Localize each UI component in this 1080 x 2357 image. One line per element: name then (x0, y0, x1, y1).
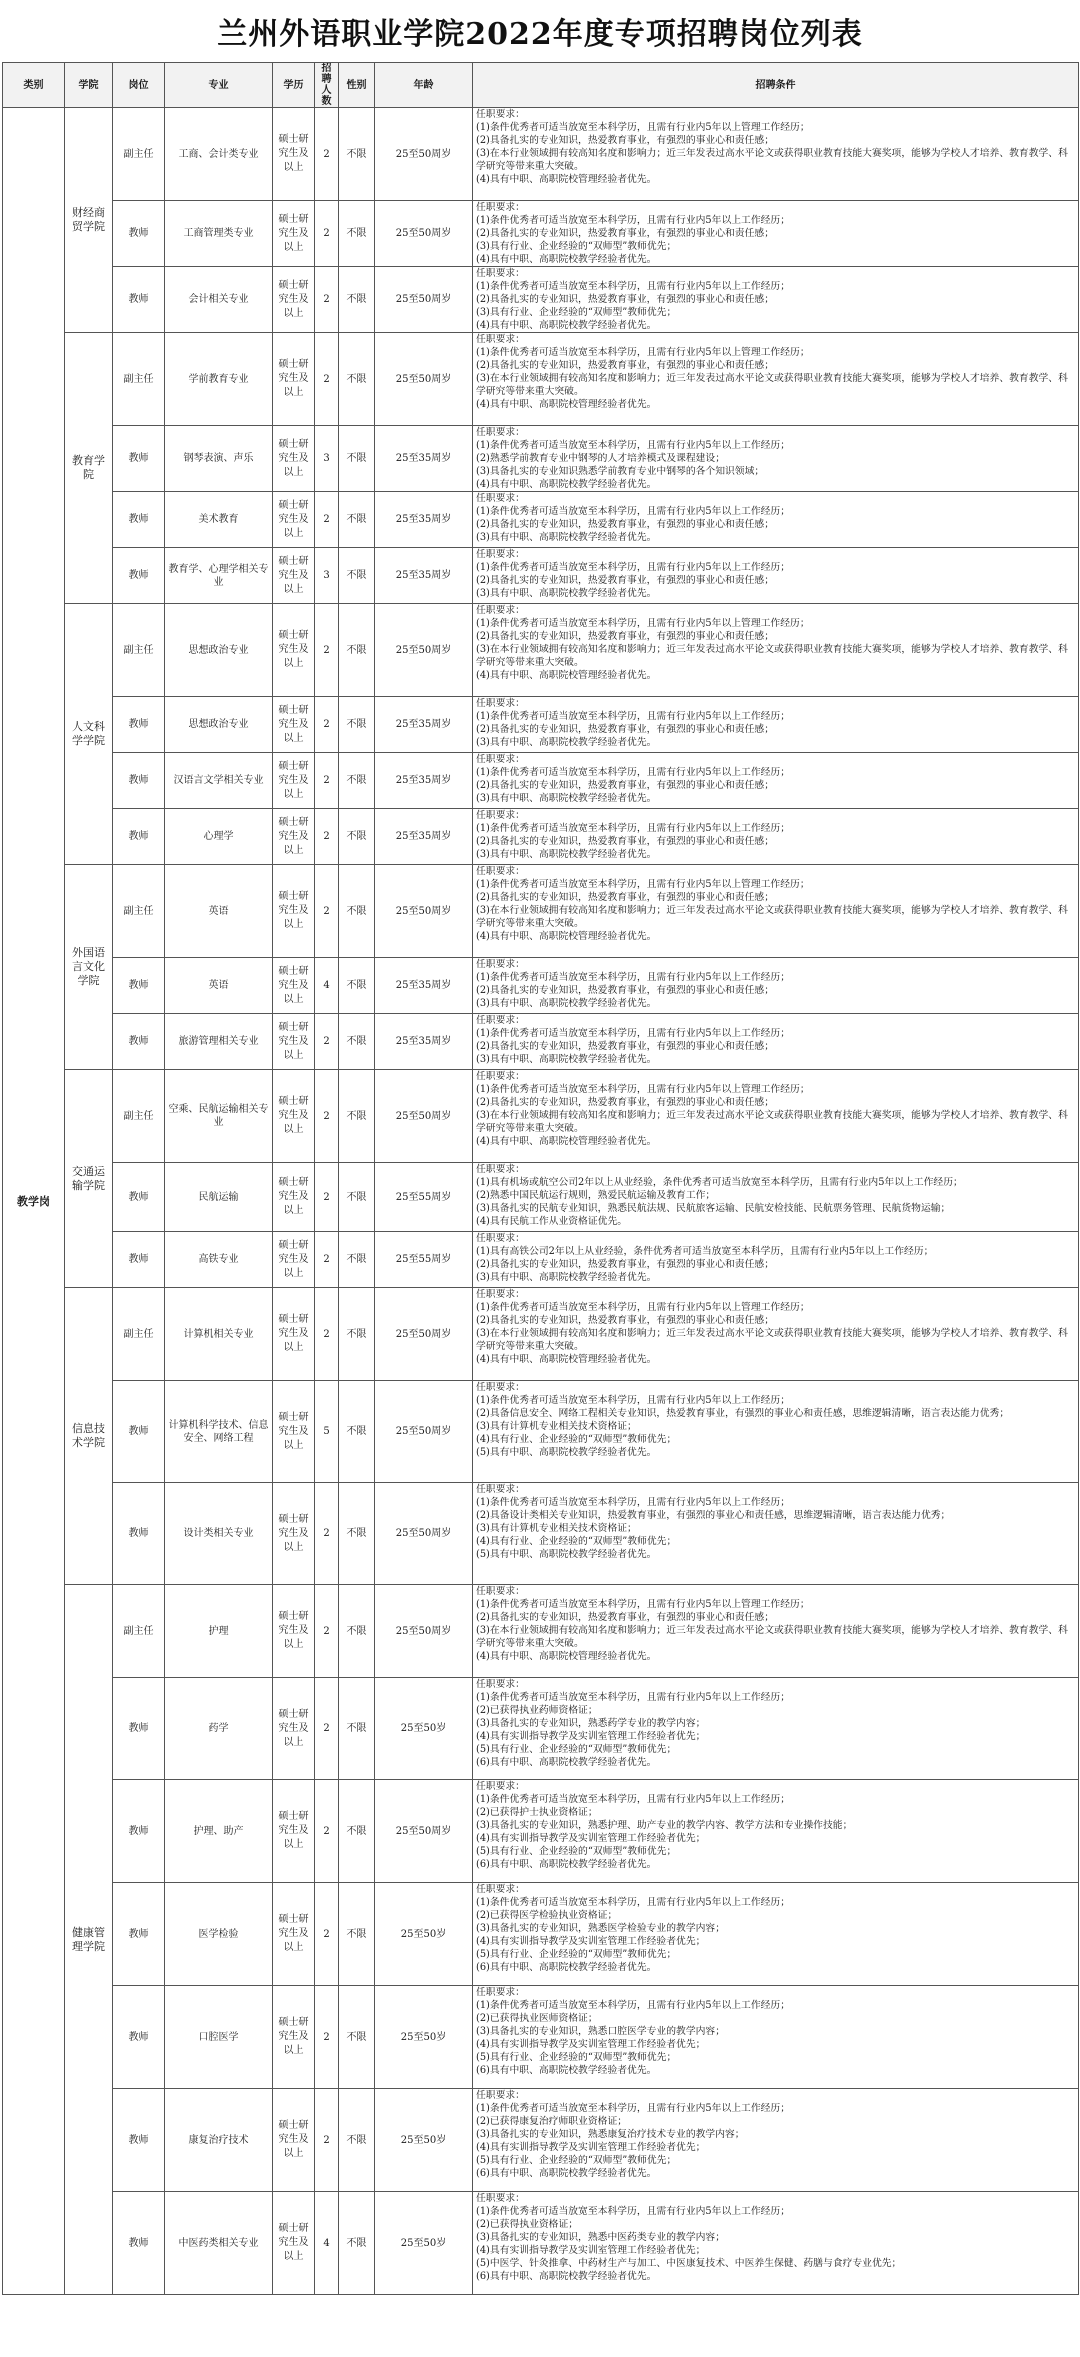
requirements-cell: 任职要求： (1)条件优秀者可适当放宽至本科学历，且需有行业内5年以上管理工作经历； (2)具备扎实的专业知识，热爱教育事业，有强烈的事业心和责任感； (3)在本行业领域拥有较高知名度和影响力；近三年发表过高水平论文或获得职业教育技能大赛奖项，能够为学校人才培养、教育教学、科学研究等带来重大突破。 (4)具有中职、高职院校管理经验者优先。 (473, 865, 1079, 958)
gender-cell: 不限 (339, 1986, 375, 2089)
table-row (3, 1070, 1079, 1163)
gender-cell: 不限 (339, 1585, 375, 1678)
position-cell: 教师 (113, 2089, 165, 2192)
major-cell: 会计相关专业 (165, 267, 273, 333)
education-cell: 硕士研究生及以上 (273, 267, 315, 333)
gender-cell: 不限 (339, 958, 375, 1014)
count-cell: 2 (315, 1288, 339, 1381)
table-row (3, 492, 1079, 548)
gender-cell: 不限 (339, 1014, 375, 1070)
gender-cell: 不限 (339, 1883, 375, 1986)
position-cell: 教师 (113, 426, 165, 492)
position-cell: 教师 (113, 1381, 165, 1483)
position-cell: 副主任 (113, 604, 165, 697)
age-cell: 25至35周岁 (375, 958, 473, 1014)
major-cell: 钢琴表演、声乐 (165, 426, 273, 492)
requirements-cell: 任职要求： (1)条件优秀者可适当放宽至本科学历，且需有行业内5年以上工作经历； (2)已获得执业资格证； (3)具备扎实的专业知识，熟悉中医药类专业的教学内容； (4)具有实训指导教学及实训室管理工作经验者优先； (5)中医学、针灸推拿、中药材生产与加工、中医康复技术、中医养生保健、药膳与食疗专业优先； (6)具有中职、高职院校教学经验者优先。 (473, 2192, 1079, 2295)
count-cell: 2 (315, 1883, 339, 1986)
header-count: 招聘人数 (315, 63, 339, 108)
table-row (3, 1014, 1079, 1070)
major-cell: 英语 (165, 958, 273, 1014)
gender-cell: 不限 (339, 604, 375, 697)
table-row (3, 2089, 1079, 2192)
college-cell: 交通运输学院 (65, 1070, 113, 1288)
position-cell: 副主任 (113, 333, 165, 426)
position-cell: 副主任 (113, 1288, 165, 1381)
position-cell: 副主任 (113, 1585, 165, 1678)
education-cell: 硕士研究生及以上 (273, 1483, 315, 1585)
requirements-cell: 任职要求： (1)具有高铁公司2年以上从业经验，条件优秀者可适当放宽至本科学历，且需有行业内5年以上工作经历； (2)具备扎实的专业知识，热爱教育事业，有强烈的事业心和责任感； (3)具有中职、高职院校教学经验者优先。 (473, 1232, 1079, 1288)
requirements-cell: 任职要求： (1)条件优秀者可适当放宽至本科学历，且需有行业内5年以上管理工作经历； (2)具备扎实的专业知识，热爱教育事业，有强烈的事业心和责任感； (3)在本行业领域拥有较高知名度和影响力；近三年发表过高水平论文或获得职业教育技能大赛奖项，能够为学校人才培养、教育教学、科学研究等带来重大突破。 (4)具有中职、高职院校管理经验者优先。 (473, 1288, 1079, 1381)
count-cell: 2 (315, 267, 339, 333)
count-cell: 2 (315, 333, 339, 426)
requirements-cell: 任职要求： (1)条件优秀者可适当放宽至本科学历，且需有行业内5年以上工作经历； (2)已获得护士执业资格证； (3)具备扎实的专业知识，熟悉护理、助产专业的教学内容、教学方法和专业操作技能； (4)具有实训指导教学及实训室管理工作经验者优先； (5)具有行业、企业经验的“双师型”教师优先； (6)具有中职、高职院校教学经验者优先。 (473, 1780, 1079, 1883)
count-cell: 2 (315, 1678, 339, 1780)
education-cell: 硕士研究生及以上 (273, 958, 315, 1014)
header-major: 专业 (165, 63, 273, 108)
education-cell: 硕士研究生及以上 (273, 1232, 315, 1288)
major-cell: 民航运输 (165, 1163, 273, 1232)
gender-cell: 不限 (339, 108, 375, 201)
position-cell: 教师 (113, 1163, 165, 1232)
age-cell: 25至55周岁 (375, 1232, 473, 1288)
major-cell: 药学 (165, 1678, 273, 1780)
age-cell: 25至55周岁 (375, 1163, 473, 1232)
age-cell: 25至50周岁 (375, 1070, 473, 1163)
major-cell: 口腔医学 (165, 1986, 273, 2089)
requirements-cell: 任职要求： (1)条件优秀者可适当放宽至本科学历，且需有行业内5年以上工作经历； (2)具备扎实的专业知识，热爱教育事业，有强烈的事业心和责任感； (3)具有中职、高职院校教学经验者优先。 (473, 697, 1079, 753)
gender-cell: 不限 (339, 2192, 375, 2295)
position-cell: 教师 (113, 2192, 165, 2295)
requirements-cell: 任职要求： (1)条件优秀者可适当放宽至本科学历，且需有行业内5年以上工作经历； (2)具备设计类相关专业知识，热爱教育事业，有强烈的事业心和责任感，思维逻辑清晰，语言表达能力优秀； (3)具有计算机专业相关技术资格证； (4)具有行业、企业经验的“双师型”教师优先； (5)具有中职、高职院校教学经验者优先。 (473, 1483, 1079, 1585)
position-cell: 教师 (113, 1483, 165, 1585)
age-cell: 25至35周岁 (375, 809, 473, 865)
count-cell: 3 (315, 548, 339, 604)
major-cell: 思想政治专业 (165, 697, 273, 753)
requirements-cell: 任职要求： (1)条件优秀者可适当放宽至本科学历，且需有行业内5年以上管理工作经历； (2)具备扎实的专业知识，热爱教育事业，有强烈的事业心和责任感； (3)在本行业领域拥有较高知名度和影响力；近三年发表过高水平论文或获得职业教育技能大赛奖项，能够为学校人才培养、教育教学、科学研究等带来重大突破。 (4)具有中职、高职院校管理经验者优先。 (473, 333, 1079, 426)
age-cell: 25至50岁 (375, 2089, 473, 2192)
position-cell: 教师 (113, 1883, 165, 1986)
requirements-cell: 任职要求： (1)条件优秀者可适当放宽至本科学历，且需有行业内5年以上管理工作经历； (2)具备扎实的专业知识，热爱教育事业，有强烈的事业心和责任感； (3)在本行业领域拥有较高知名度和影响力；近三年发表过高水平论文或获得职业教育技能大赛奖项，能够为学校人才培养、教育教学、科学研究等带来重大突破。 (4)具有中职、高职院校管理经验者优先。 (473, 1585, 1079, 1678)
requirements-cell: 任职要求： (1)条件优秀者可适当放宽至本科学历，且需有行业内5年以上工作经历； (2)具备扎实的专业知识，热爱教育事业，有强烈的事业心和责任感； (3)具有中职、高职院校教学经验者优先。 (473, 809, 1079, 865)
requirements-cell: 任职要求： (1)条件优秀者可适当放宽至本科学历，且需有行业内5年以上管理工作经历； (2)具备扎实的专业知识，热爱教育事业，有强烈的事业心和责任感； (3)在本行业领域拥有较高知名度和影响力；近三年发表过高水平论文或获得职业教育技能大赛奖项，能够为学校人才培养、教育教学、科学研究等带来重大突破。 (4)具有中职、高职院校管理经验者优先。 (473, 604, 1079, 697)
count-cell: 2 (315, 1070, 339, 1163)
gender-cell: 不限 (339, 1288, 375, 1381)
age-cell: 25至50岁 (375, 1678, 473, 1780)
table-row (3, 1288, 1079, 1381)
gender-cell: 不限 (339, 333, 375, 426)
header-requirements: 招聘条件 (473, 63, 1079, 108)
table-row (3, 697, 1079, 753)
table-row (3, 201, 1079, 267)
age-cell: 25至50岁 (375, 1986, 473, 2089)
gender-cell: 不限 (339, 492, 375, 548)
gender-cell: 不限 (339, 1232, 375, 1288)
education-cell: 硕士研究生及以上 (273, 108, 315, 201)
gender-cell: 不限 (339, 1070, 375, 1163)
position-cell: 教师 (113, 753, 165, 809)
major-cell: 计算机相关专业 (165, 1288, 273, 1381)
education-cell: 硕士研究生及以上 (273, 1883, 315, 1986)
age-cell: 25至50周岁 (375, 108, 473, 201)
gender-cell: 不限 (339, 753, 375, 809)
major-cell: 思想政治专业 (165, 604, 273, 697)
count-cell: 2 (315, 1780, 339, 1883)
position-cell: 教师 (113, 1780, 165, 1883)
gender-cell: 不限 (339, 1381, 375, 1483)
position-cell: 教师 (113, 1014, 165, 1070)
age-cell: 25至50岁 (375, 1883, 473, 1986)
major-cell: 护理 (165, 1585, 273, 1678)
position-cell: 教师 (113, 548, 165, 604)
age-cell: 25至50周岁 (375, 1483, 473, 1585)
table-row (3, 1163, 1079, 1232)
header-gender: 性别 (339, 63, 375, 108)
requirements-cell: 任职要求： (1)条件优秀者可适当放宽至本科学历，且需有行业内5年以上工作经历； (2)熟悉学前教育专业中钢琴的人才培养模式及课程建设； (3)具备扎实的专业知识熟悉学前教育专业中钢琴的各个知识领域； (4)具有中职、高职院校教学经验者优先。 (473, 426, 1079, 492)
major-cell: 美术教育 (165, 492, 273, 548)
requirements-cell: 任职要求： (1)条件优秀者可适当放宽至本科学历，且需有行业内5年以上工作经历； (2)已获得执业医师资格证； (3)具备扎实的专业知识，熟悉口腔医学专业的教学内容； (4)具有实训指导教学及实训室管理工作经验者优先； (5)具有行业、企业经验的“双师型”教师优先； (6)具有中职、高职院校教学经验者优先。 (473, 1986, 1079, 2089)
gender-cell: 不限 (339, 2089, 375, 2192)
requirements-cell: 任职要求： (1)条件优秀者可适当放宽至本科学历，且需有行业内5年以上工作经历； (2)具备扎实的专业知识，热爱教育事业，有强烈的事业心和责任感； (3)具有中职、高职院校教学经验者优先。 (473, 753, 1079, 809)
age-cell: 25至35周岁 (375, 492, 473, 548)
table-row (3, 1986, 1079, 2089)
position-cell: 教师 (113, 267, 165, 333)
requirements-cell: 任职要求： (1)条件优秀者可适当放宽至本科学历，且需有行业内5年以上工作经历； (2)具备扎实的专业知识，热爱教育事业，有强烈的事业心和责任感； (3)具有中职、高职院校教学经验者优先。 (473, 958, 1079, 1014)
education-cell: 硕士研究生及以上 (273, 201, 315, 267)
education-cell: 硕士研究生及以上 (273, 1986, 315, 2089)
table-row (3, 753, 1079, 809)
education-cell: 硕士研究生及以上 (273, 1381, 315, 1483)
college-cell: 教育学院 (65, 333, 113, 604)
table-row (3, 1780, 1079, 1883)
count-cell: 2 (315, 604, 339, 697)
education-cell: 硕士研究生及以上 (273, 333, 315, 426)
education-cell: 硕士研究生及以上 (273, 697, 315, 753)
education-cell: 硕士研究生及以上 (273, 426, 315, 492)
count-cell: 2 (315, 201, 339, 267)
count-cell: 5 (315, 1381, 339, 1483)
table-row (3, 1883, 1079, 1986)
education-cell: 硕士研究生及以上 (273, 1780, 315, 1883)
age-cell: 25至50周岁 (375, 604, 473, 697)
requirements-cell: 任职要求： (1)条件优秀者可适当放宽至本科学历，且需有行业内5年以上工作经历； (2)具备信息安全、网络工程相关专业知识，热爱教育事业，有强烈的事业心和责任感，思维逻辑清晰，语言表达能力优秀； (3)具有计算机专业相关技术资格证； (4)具有行业、企业经验的“双师型”教师优先； (5)具有中职、高职院校教学经验者优先。 (473, 1381, 1079, 1483)
major-cell: 学前教育专业 (165, 333, 273, 426)
age-cell: 25至50周岁 (375, 1585, 473, 1678)
requirements-cell: 任职要求： (1)条件优秀者可适当放宽至本科学历，且需有行业内5年以上工作经历； (2)已获得执业药师资格证； (3)具备扎实的专业知识，熟悉药学专业的教学内容； (4)具有实训指导教学及实训室管理工作经验者优先； (5)具有行业、企业经验的“双师型”教师优先； (6)具有中职、高职院校教学经验者优先。 (473, 1678, 1079, 1780)
major-cell: 计算机科学技术、信息安全、网络工程 (165, 1381, 273, 1483)
age-cell: 25至50周岁 (375, 1780, 473, 1883)
education-cell: 硕士研究生及以上 (273, 492, 315, 548)
college-cell: 人文科学学院 (65, 604, 113, 865)
requirements-cell: 任职要求： (1)条件优秀者可适当放宽至本科学历，且需有行业内5年以上工作经历； (2)具备扎实的专业知识，热爱教育事业，有强烈的事业心和责任感； (3)具有行业、企业经验的“双师型”教师优先； (4)具有中职、高职院校教学经验者优先。 (473, 201, 1079, 267)
table-row (3, 865, 1079, 958)
education-cell: 硕士研究生及以上 (273, 1585, 315, 1678)
position-cell: 教师 (113, 1986, 165, 2089)
major-cell: 英语 (165, 865, 273, 958)
college-cell: 财经商贸学院 (65, 108, 113, 333)
header-college: 学院 (65, 63, 113, 108)
age-cell: 25至35周岁 (375, 697, 473, 753)
requirements-cell: 任职要求： (1)条件优秀者可适当放宽至本科学历，且需有行业内5年以上工作经历； (2)具备扎实的专业知识，热爱教育事业，有强烈的事业心和责任感； (3)具有中职、高职院校教学经验者优先。 (473, 548, 1079, 604)
count-cell: 2 (315, 492, 339, 548)
age-cell: 25至50周岁 (375, 267, 473, 333)
age-cell: 25至35周岁 (375, 753, 473, 809)
count-cell: 2 (315, 1585, 339, 1678)
count-cell: 2 (315, 865, 339, 958)
count-cell: 2 (315, 1014, 339, 1070)
age-cell: 25至50周岁 (375, 865, 473, 958)
gender-cell: 不限 (339, 1678, 375, 1780)
major-cell: 护理、助产 (165, 1780, 273, 1883)
position-cell: 教师 (113, 697, 165, 753)
education-cell: 硕士研究生及以上 (273, 1288, 315, 1381)
count-cell: 2 (315, 753, 339, 809)
age-cell: 25至50周岁 (375, 1381, 473, 1483)
gender-cell: 不限 (339, 1163, 375, 1232)
age-cell: 25至35周岁 (375, 1014, 473, 1070)
table-row (3, 1483, 1079, 1585)
table-row (3, 1381, 1079, 1483)
education-cell: 硕士研究生及以上 (273, 753, 315, 809)
position-cell: 副主任 (113, 865, 165, 958)
education-cell: 硕士研究生及以上 (273, 2192, 315, 2295)
gender-cell: 不限 (339, 548, 375, 604)
age-cell: 25至50周岁 (375, 201, 473, 267)
major-cell: 工商管理类专业 (165, 201, 273, 267)
position-cell: 教师 (113, 201, 165, 267)
position-cell: 副主任 (113, 1070, 165, 1163)
education-cell: 硕士研究生及以上 (273, 2089, 315, 2192)
count-cell: 2 (315, 108, 339, 201)
position-cell: 教师 (113, 1232, 165, 1288)
college-cell: 外国语言文化学院 (65, 865, 113, 1070)
table-row (3, 1232, 1079, 1288)
major-cell: 空乘、民航运输相关专业 (165, 1070, 273, 1163)
requirements-cell: 任职要求： (1)条件优秀者可适当放宽至本科学历，且需有行业内5年以上工作经历； (2)已获得医学检验执业资格证； (3)具备扎实的专业知识，熟悉医学检验专业的教学内容； (4)具有实训指导教学及实训室管理工作经验者优先； (5)具有行业、企业经验的“双师型”教师优先； (6)具有中职、高职院校教学经验者优先。 (473, 1883, 1079, 1986)
college-cell: 健康管理学院 (65, 1585, 113, 2295)
gender-cell: 不限 (339, 865, 375, 958)
gender-cell: 不限 (339, 426, 375, 492)
position-cell: 教师 (113, 1678, 165, 1780)
major-cell: 中医药类相关专业 (165, 2192, 273, 2295)
position-cell: 教师 (113, 492, 165, 548)
requirements-cell: 任职要求： (1)条件优秀者可适当放宽至本科学历，且需有行业内5年以上工作经历； (2)具备扎实的专业知识，热爱教育事业，有强烈的事业心和责任感； (3)具有中职、高职院校教学经验者优先。 (473, 1014, 1079, 1070)
table-body (3, 108, 1079, 2295)
position-cell: 副主任 (113, 108, 165, 201)
major-cell: 设计类相关专业 (165, 1483, 273, 1585)
count-cell: 3 (315, 426, 339, 492)
requirements-cell: 任职要求： (1)条件优秀者可适当放宽至本科学历，且需有行业内5年以上工作经历； (2)具备扎实的专业知识，热爱教育事业，有强烈的事业心和责任感； (3)具有中职、高职院校教学经验者优先。 (473, 492, 1079, 548)
table-row (3, 108, 1079, 201)
age-cell: 25至50周岁 (375, 1288, 473, 1381)
major-cell: 教育学、心理学相关专业 (165, 548, 273, 604)
table-row (3, 2192, 1079, 2295)
education-cell: 硕士研究生及以上 (273, 865, 315, 958)
education-cell: 硕士研究生及以上 (273, 1014, 315, 1070)
job-positions-table (2, 62, 1079, 2295)
table-row (3, 809, 1079, 865)
requirements-cell: 任职要求： (1)具有机场或航空公司2年以上从业经验，条件优秀者可适当放宽至本科学历，且需有行业内5年以上工作经历； (2)熟悉中国民航运行规则，熟爱民航运输及教育工作； (3)具备扎实的民航专业知识，熟悉民航法规、民航旅客运输、民航安检技能、民航票务管理、民航货物运输； (4)具有民航工作从业资格证优先。 (473, 1163, 1079, 1232)
page-title: 兰州外语职业学院2022年度专项招聘岗位列表 (217, 17, 863, 52)
count-cell: 2 (315, 1163, 339, 1232)
header-position: 岗位 (113, 63, 165, 108)
gender-cell: 不限 (339, 809, 375, 865)
gender-cell: 不限 (339, 267, 375, 333)
count-cell: 2 (315, 2089, 339, 2192)
requirements-cell: 任职要求： (1)条件优秀者可适当放宽至本科学历，且需有行业内5年以上工作经历； (2)具备扎实的专业知识，热爱教育事业，有强烈的事业心和责任感； (3)具有行业、企业经验的“双师型”教师优先； (4)具有中职、高职院校教学经验者优先。 (473, 267, 1079, 333)
major-cell: 心理学 (165, 809, 273, 865)
count-cell: 4 (315, 2192, 339, 2295)
requirements-cell: 任职要求： (1)条件优秀者可适当放宽至本科学历，且需有行业内5年以上管理工作经历； (2)具备扎实的专业知识，热爱教育事业，有强烈的事业心和责任感； (3)在本行业领域拥有较高知名度和影响力；近三年发表过高水平论文或获得职业教育技能大赛奖项，能够为学校人才培养、教育教学、科学研究等带来重大突破。 (4)具有中职、高职院校管理经验者优先。 (473, 1070, 1079, 1163)
major-cell: 汉语言文学相关专业 (165, 753, 273, 809)
table-header-row (3, 63, 1079, 108)
count-cell: 2 (315, 809, 339, 865)
table-row (3, 1585, 1079, 1678)
education-cell: 硕士研究生及以上 (273, 1678, 315, 1780)
education-cell: 硕士研究生及以上 (273, 548, 315, 604)
age-cell: 25至35周岁 (375, 548, 473, 604)
header-education: 学历 (273, 63, 315, 108)
position-cell: 教师 (113, 809, 165, 865)
gender-cell: 不限 (339, 1780, 375, 1883)
table-row (3, 604, 1079, 697)
requirements-cell: 任职要求： (1)条件优秀者可适当放宽至本科学历，且需有行业内5年以上工作经历； (2)已获得康复治疗师职业资格证； (3)具备扎实的专业知识，熟悉康复治疗技术专业的教学内容； (4)具有实训指导教学及实训室管理工作经验者优先； (5)具有行业、企业经验的“双师型”教师优先； (6)具有中职、高职院校教学经验者优先。 (473, 2089, 1079, 2192)
age-cell: 25至35周岁 (375, 426, 473, 492)
major-cell: 医学检验 (165, 1883, 273, 1986)
category-cell: 教学岗 (3, 108, 65, 2295)
table-row (3, 426, 1079, 492)
education-cell: 硕士研究生及以上 (273, 1163, 315, 1232)
count-cell: 2 (315, 1986, 339, 2089)
header-category: 类别 (3, 63, 65, 108)
education-cell: 硕士研究生及以上 (273, 1070, 315, 1163)
position-cell: 教师 (113, 958, 165, 1014)
count-cell: 2 (315, 1483, 339, 1585)
gender-cell: 不限 (339, 1483, 375, 1585)
header-age: 年龄 (375, 63, 473, 108)
table-row (3, 1678, 1079, 1780)
age-cell: 25至50周岁 (375, 333, 473, 426)
count-cell: 2 (315, 697, 339, 753)
education-cell: 硕士研究生及以上 (273, 604, 315, 697)
gender-cell: 不限 (339, 201, 375, 267)
count-cell: 2 (315, 1232, 339, 1288)
major-cell: 旅游管理相关专业 (165, 1014, 273, 1070)
requirements-cell: 任职要求： (1)条件优秀者可适当放宽至本科学历，且需有行业内5年以上管理工作经历； (2)具备扎实的专业知识，热爱教育事业，有强烈的事业心和责任感； (3)在本行业领域拥有较高知名度和影响力；近三年发表过高水平论文或获得职业教育技能大赛奖项，能够为学校人才培养、教育教学、科学研究等带来重大突破。 (4)具有中职、高职院校管理经验者优先。 (473, 108, 1079, 201)
college-cell: 信息技术学院 (65, 1288, 113, 1585)
table-row (3, 267, 1079, 333)
education-cell: 硕士研究生及以上 (273, 809, 315, 865)
age-cell: 25至50岁 (375, 2192, 473, 2295)
count-cell: 4 (315, 958, 339, 1014)
major-cell: 康复治疗技术 (165, 2089, 273, 2192)
table-row (3, 548, 1079, 604)
major-cell: 工商、会计类专业 (165, 108, 273, 201)
table-row (3, 333, 1079, 426)
table-row (3, 958, 1079, 1014)
gender-cell: 不限 (339, 697, 375, 753)
major-cell: 高铁专业 (165, 1232, 273, 1288)
